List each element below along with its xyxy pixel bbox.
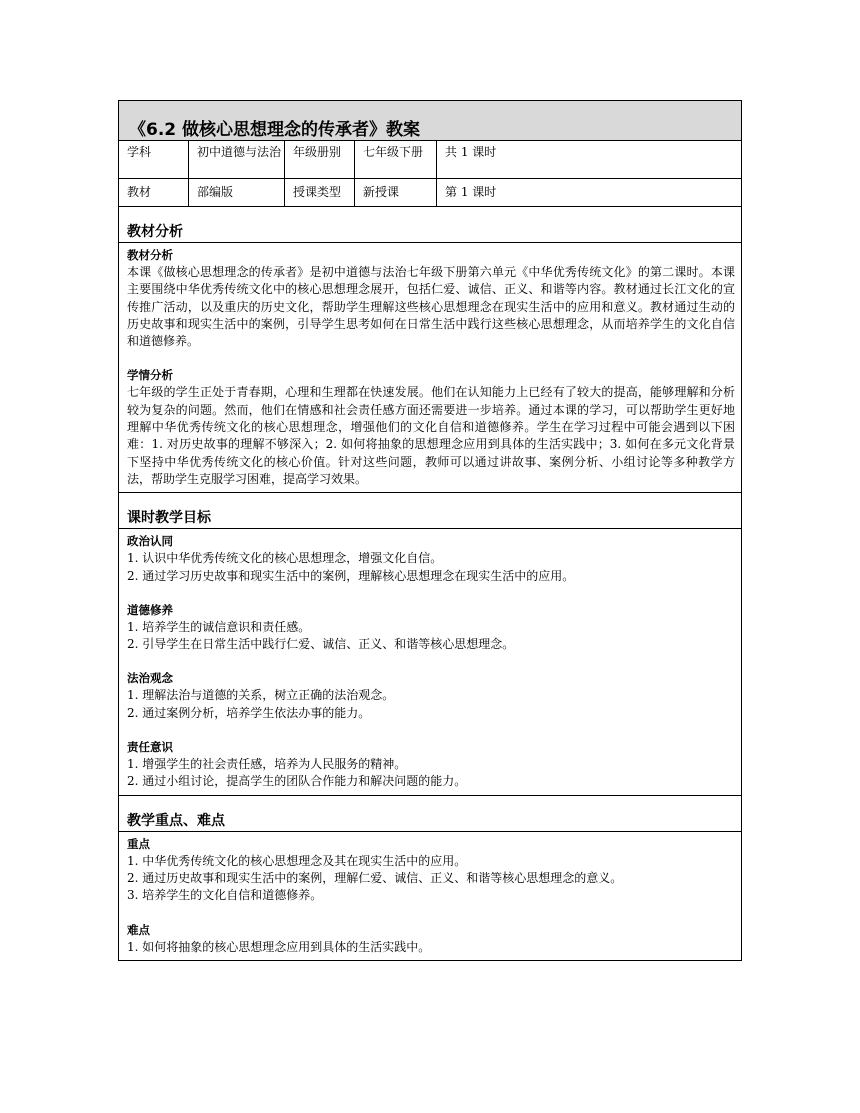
- subheading: 教材分析: [127, 248, 173, 262]
- section-body-objectives: [119, 529, 742, 795]
- info-cell: 部编版: [189, 179, 285, 207]
- list-item: 3. 培养学生的文化自信和道德修养。: [127, 888, 323, 903]
- info-cell: 第 1 课时: [437, 179, 742, 207]
- paragraph: 七年级的学生正处于青春期，心理和生理都在快速发展。他们在认知能力上已经有了较大的提高，能够理解和分析较为复杂的问题。然而，他们在情感和社会责任感方面还需要进一步培养。通过本课的学习，可以帮助学生更好地理解中华优秀传统文化的核心思想理念，增强他们的文化自信和道德修养。学生在学习过程中可能会遇到以下困难：1. 对历史故事的理解不够深入；2. 如何将抽象的思想理念应用到具体的生活实践中；3. 如何在多元文化背景下坚持中华优秀传统文化的核心价值。针对这些问题，教师可以通过讲故事、案例分析、小组讨论等多种教学方法，帮助学生克服学习困难，提高学习效果。: [127, 385, 736, 486]
- info-cell: 七年级下册: [355, 141, 437, 179]
- info-cell: 初中道德与法治: [189, 141, 285, 179]
- list-item: 1. 培养学生的诚信意识和责任感。: [127, 619, 311, 634]
- lesson-plan-table: [118, 100, 742, 961]
- list-item: 2. 通过历史故事和现实生活中的案例，理解仁爱、诚信、正义、和谐等核心思想理念的意义。: [127, 870, 623, 885]
- section-heading-objectives: 课时教学目标: [119, 493, 742, 529]
- info-cell: 新授课: [355, 179, 437, 207]
- info-row-1: [119, 141, 742, 179]
- list-item: 1. 认识中华优秀传统文化的核心思想理念，增强文化自信。: [127, 551, 443, 566]
- list-item: 1. 如何将抽象的核心思想理念应用到具体的生活实践中。: [127, 939, 431, 954]
- section-heading-analysis: 教材分析: [119, 207, 742, 243]
- info-cell: 学科: [119, 141, 189, 179]
- subheading: 学情分析: [127, 368, 173, 383]
- list-item: 2. 通过学习历史故事和现实生活中的案例，理解核心思想理念在现实生活中的应用。: [127, 568, 575, 583]
- section-body-analysis: [119, 243, 742, 493]
- list-item: 1. 理解法治与道德的关系，树立正确的法治观念。: [127, 688, 395, 703]
- info-cell: 共 1 课时: [437, 141, 742, 179]
- document-title: 《6.2 做核心思想理念的传承者》教案: [119, 101, 742, 141]
- info-cell: 教材: [119, 179, 189, 207]
- subheading: 重点: [127, 836, 150, 851]
- subheading: 道德修养: [127, 602, 173, 617]
- subheading: 难点: [127, 922, 150, 937]
- section-body-key-points: [119, 831, 742, 960]
- info-cell: 年级册别: [285, 141, 355, 179]
- subheading: 法治观念: [127, 671, 173, 686]
- info-row-2: [119, 179, 742, 207]
- section-heading-key-points: 教学重点、难点: [119, 795, 742, 831]
- subheading: 政治认同: [127, 534, 173, 549]
- info-cell: 授课类型: [285, 179, 355, 207]
- list-item: 1. 中华优秀传统文化的核心思想理念及其在现实生活中的应用。: [127, 853, 467, 868]
- lesson-plan-page: [118, 100, 741, 961]
- list-item: 2. 引导学生在日常生活中践行仁爱、诚信、正义、和谐等核心思想理念。: [127, 637, 515, 652]
- paragraph: 本课《做核心思想理念的传承者》是初中道德与法治七年级下册第六单元《中华优秀传统文化》的第二课时。本课主要围绕中华优秀传统文化中的核心思想理念展开，包括仁爱、诚信、正义、和谐等内容。教材通过长江文化的宣传推广活动，以及重庆的历史文化，帮助学生理解这些核心思想理念在现实生活中的应用和意义。教材通过生动的历史故事和现实生活中的案例，引导学生思考如何在日常生活中践行这些核心思想理念，从而培养学生的文化自信和道德修养。: [127, 265, 736, 349]
- list-item: 1. 增强学生的社会责任感，培养为人民服务的精神。: [127, 757, 407, 772]
- subheading: 责任意识: [127, 740, 173, 755]
- list-item: 2. 通过小组讨论，提高学生的团队合作能力和解决问题的能力。: [127, 774, 467, 789]
- list-item: 2. 通过案例分析，培养学生依法办事的能力。: [127, 705, 371, 720]
